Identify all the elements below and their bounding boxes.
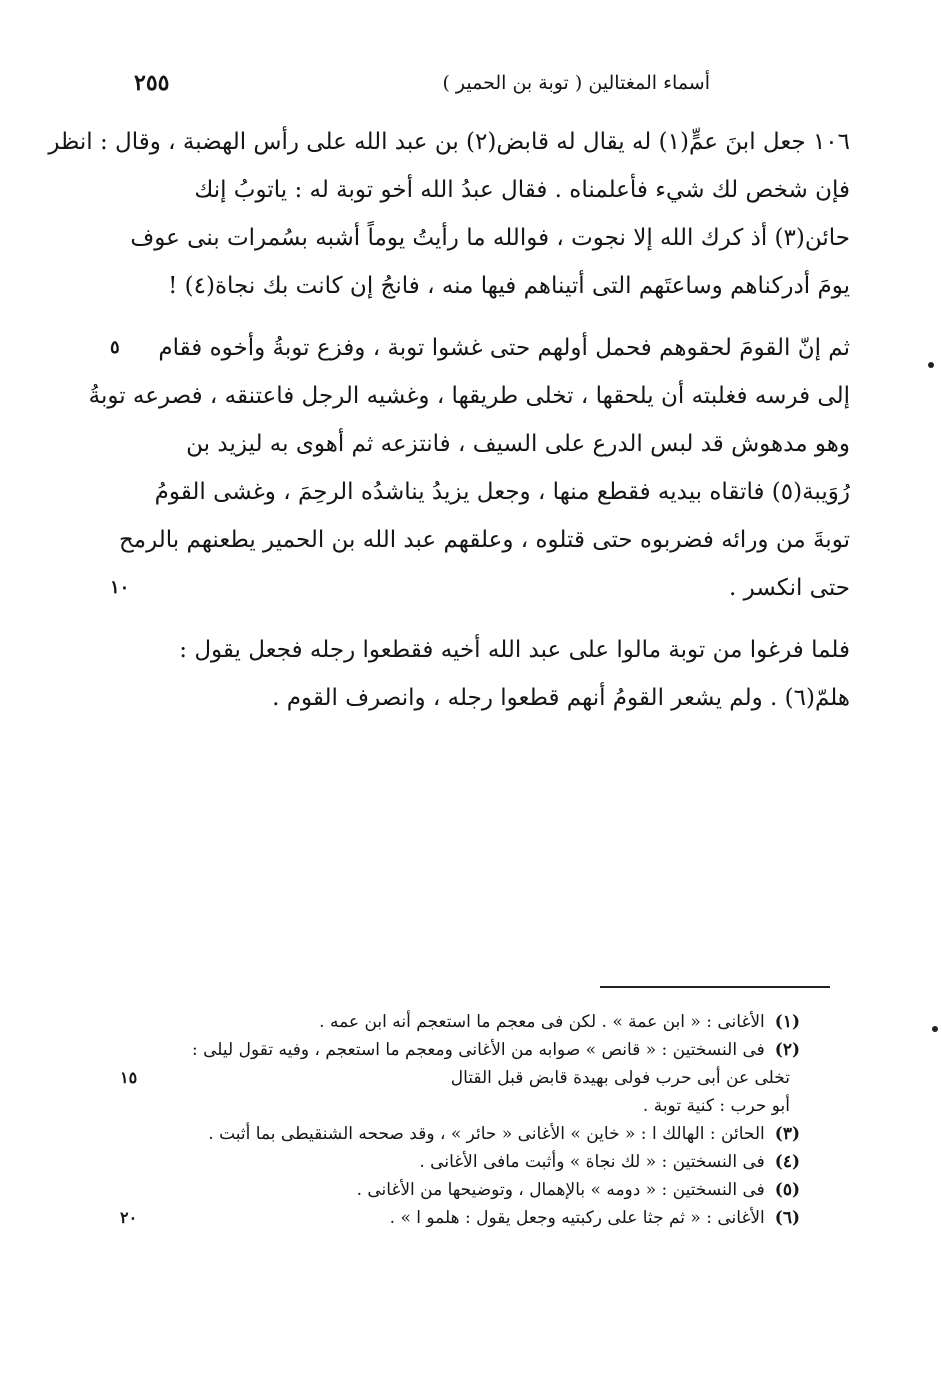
text-line-content: حائن(٣) أذ كرك الله إلا نجوت ، فوالله ما رأيتُ يوماً أشبه بسُمرات بنى عوف xyxy=(130,225,850,251)
text-line-content: توبةَ من ورائه فضربوه حتى قتلوه ، وعلقهم عبد الله بن الحمير يطعنهم بالرمح xyxy=(118,527,850,553)
text-line xyxy=(110,324,850,372)
text-line-content: رُوَيبة(٥) فاتقاه بيديه فقطع منها ، وجعل يزيدُ يناشدُه الرحِمَ ، وغشى القومُ xyxy=(154,479,850,505)
footnote xyxy=(160,1120,800,1148)
footnote-number: (٦) xyxy=(774,1208,800,1228)
paragraph-gap xyxy=(150,612,850,626)
footnote xyxy=(160,1176,800,1204)
text-line-content: حتى انكسر . xyxy=(729,575,850,601)
text-line xyxy=(150,626,850,674)
text-line xyxy=(130,214,850,262)
main-text xyxy=(48,118,850,722)
page-number: ٢٥٥ xyxy=(134,70,170,96)
text-line xyxy=(118,516,850,564)
text-line-content: وهو مدهوش قد لبس الدرع على السيف ، فانتزعه ثم أهوى به ليزيد بن xyxy=(186,431,850,457)
footnote-text: الأغانى : « ابن عمة » . لكن فى معجم ما استعجم أنه ابن عمه . xyxy=(319,1012,765,1032)
text-line xyxy=(150,262,850,310)
text-line-content: فإن شخص لك شيء فأعلمناه . فقال عبدُ الله أخو توبة له : ياتوبُ إنك xyxy=(194,177,850,203)
footnotes xyxy=(120,1008,800,1232)
text-line xyxy=(150,674,850,722)
footnote-text: فى النسختين : « قانص » صوابه من الأغانى ومعجم ما استعجم ، وفيه تقول ليلى : xyxy=(191,1040,765,1060)
text-line xyxy=(48,118,850,166)
footnote-number: (١) xyxy=(774,1012,800,1032)
footnote xyxy=(160,1008,800,1036)
footnote-number: (٣) xyxy=(774,1124,800,1144)
line-number: ١٠ xyxy=(110,577,130,598)
footnote-text: فى النسختين : « لك نجاة » وأثبت مافى الأغانى . xyxy=(419,1152,765,1172)
footnote-rule xyxy=(600,986,830,988)
footnote-text: أبو حرب : كنية توبة . xyxy=(642,1096,790,1116)
text-line-content: يومَ أدركناهم وساعتَهم التى أتيناهم فيها منه ، فانجُ إن كانت بك نجاة(٤) ! xyxy=(168,273,850,299)
line-number: ٢٠ xyxy=(120,1208,138,1227)
footnote-number: (٢) xyxy=(774,1040,800,1060)
text-line-content: هلمّ(٦) . ولم يشعر القومُ أنهم قطعوا رجله ، وانصرف القوم . xyxy=(272,685,850,711)
text-line xyxy=(88,372,850,420)
footnote xyxy=(160,1092,800,1120)
text-line-content: إلى فرسه فغلبته أن يلحقها ، تخلى طريقها ، وغشيه الرجل فاعتنقه ، فصرعه توبةُ xyxy=(88,383,850,409)
footnote xyxy=(160,1036,800,1064)
footnote xyxy=(120,1064,800,1092)
margin-mark xyxy=(932,1026,938,1032)
margin-mark xyxy=(928,362,934,368)
footnote-text: فى النسختين : « دومه » بالإهمال ، وتوضيحها من الأغانى . xyxy=(356,1180,765,1200)
text-line xyxy=(150,468,850,516)
text-line-content: ١٠٦ جعل ابنَ عمٍّ(١) له يقال له قابض(٢) بن عبد الله على رأس الهضبة ، وقال : انظر xyxy=(48,129,850,155)
text-line-content: فلما فرغوا من توبة مالوا على عبد الله أخيه فقطعوا رجله فجعل يقول : xyxy=(179,637,850,663)
text-line-content: ثم إنّ القومَ لحقوهم فحمل أولهم حتى غشوا توبة ، وفزع توبةُ وأخوه فقام xyxy=(158,335,850,361)
footnote xyxy=(160,1148,800,1176)
page-header xyxy=(134,66,740,112)
text-line xyxy=(150,166,850,214)
text-line xyxy=(110,564,850,612)
footnote-text: تخلى عن أبى حرب فولى بهيدة قابض قبل القتال xyxy=(450,1068,790,1088)
footnote xyxy=(120,1204,800,1232)
line-number: ١٥ xyxy=(120,1068,138,1087)
running-head: أسماء المغتالين ( توبة بن الحمير ) xyxy=(442,72,710,94)
footnote-text: الأغانى : « ثم جثا على ركبتيه وجعل يقول : هلمو ا » . xyxy=(389,1208,765,1228)
paragraph-gap xyxy=(150,310,850,324)
footnote-number: (٤) xyxy=(774,1152,800,1172)
footnote-number: (٥) xyxy=(774,1180,800,1200)
text-line xyxy=(150,420,850,468)
line-number: ٥ xyxy=(110,337,120,358)
footnote-text: الحائن : الهالك ا : « خاين » الأغانى « حائر » ، وقد صححه الشنقيطى بما أثبت . xyxy=(208,1124,765,1144)
